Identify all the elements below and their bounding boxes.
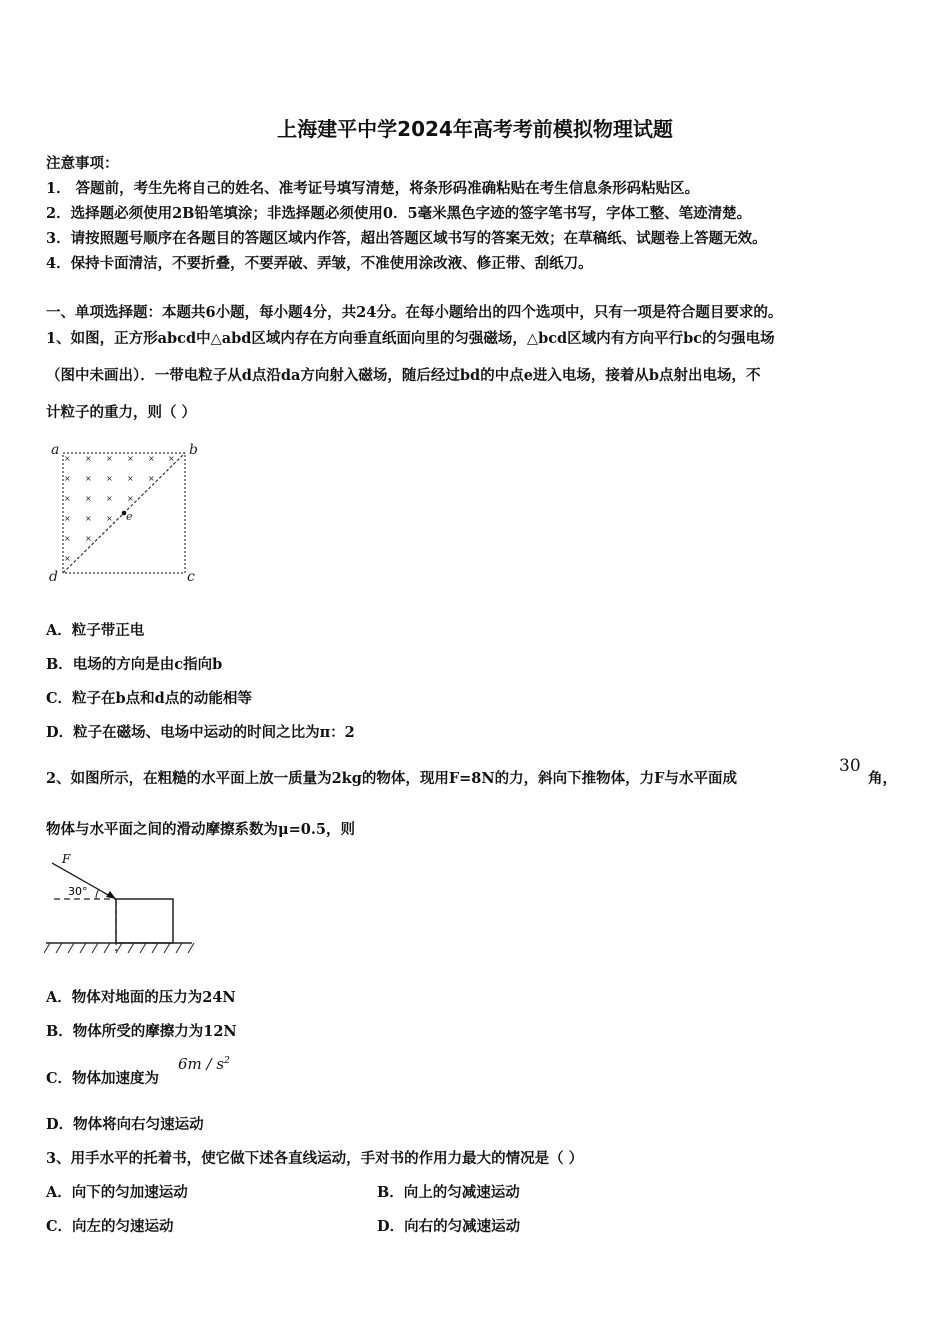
q3-option-a: A．向下的匀加速运动 (46, 1184, 188, 1201)
accel-exponent: 2 (224, 1056, 230, 1066)
label-angle: 30° (68, 885, 88, 898)
q1-stem-line3: 计粒子的重力，则（ ） (46, 404, 197, 421)
q2-accel-value (178, 1055, 230, 1073)
cross-mark: × (85, 514, 92, 523)
q3-option-c: C．向左的匀速运动 (46, 1218, 174, 1235)
cross-mark: × (127, 474, 134, 483)
cross-mark: × (106, 474, 113, 483)
q2-stem-line2: 物体与水平面之间的滑动摩擦系数为μ=0.5，则 (46, 821, 355, 838)
field-crosses (64, 454, 175, 563)
q2-option-b: B．物体所受的摩擦力为12N (46, 1023, 237, 1040)
cross-mark: × (64, 474, 71, 483)
notice-heading: 注意事项： (46, 155, 119, 172)
cross-mark: × (106, 454, 113, 463)
label-a: a (51, 442, 60, 458)
label-d: d (49, 569, 58, 585)
q2-stem-line1: 2、如图所示，在粗糙的水平面上放一质量为2kg的物体，现用F=8N的力，斜向下推物体，力F与水平面成 (46, 770, 737, 787)
cross-mark: × (64, 554, 71, 563)
notice-item: 3．请按照题号顺序在各题目的答题区域内作答，超出答题区域书写的答案无效；在草稿纸、试题卷上答题无效。 (46, 230, 767, 247)
q3-option-b: B．向上的匀减速运动 (377, 1184, 520, 1201)
cross-mark: × (127, 454, 134, 463)
cross-mark: × (85, 474, 92, 483)
q2-option-d: D．物体将向右匀速运动 (46, 1116, 204, 1133)
q1-option-a: A．粒子带正电 (46, 622, 145, 639)
q2-angle-value: 30 (839, 756, 861, 776)
q2-figure (44, 851, 204, 961)
cross-mark: × (85, 454, 92, 463)
q1-stem-line2: （图中未画出）．一带电粒子从d点沿da方向射入磁场，随后经过bd的中点e进入电场，接着从b点射出电场，不 (46, 367, 761, 384)
cross-mark: × (168, 454, 175, 463)
q1-option-d: D．粒子在磁场、电场中运动的时间之比为π：2 (46, 724, 355, 741)
cross-mark: × (127, 494, 134, 503)
label-c: c (187, 569, 195, 585)
page-title: 上海建平中学2024年高考考前模拟物理试题 (277, 117, 673, 141)
cross-mark: × (106, 514, 113, 523)
label-b: b (189, 442, 198, 458)
accel-value: 6m / s (178, 1055, 225, 1073)
cross-mark: × (64, 454, 71, 463)
cross-mark: × (85, 494, 92, 503)
q1-figure (44, 438, 214, 588)
cross-mark: × (106, 494, 113, 503)
notice-item: 2．选择题必须使用2B铅笔填涂；非选择题必须使用0．5毫米黑色字迹的签字笔书写，字体工整、笔迹清楚。 (46, 205, 752, 222)
cross-mark: × (64, 494, 71, 503)
q2-option-a: A．物体对地面的压力为24N (46, 989, 236, 1006)
q1-stem-line1: 1、如图，正方形abcd中△abd区域内存在方向垂直纸面向里的匀强磁场，△bcd区域内有方向平行bc的匀强电场 (46, 330, 775, 347)
label-e: e (126, 510, 133, 523)
cross-mark: × (148, 474, 155, 483)
q3-option-d: D．向右的匀减速运动 (377, 1218, 521, 1235)
cross-mark: × (148, 454, 155, 463)
cross-mark: × (64, 514, 71, 523)
section-heading: 一、单项选择题：本题共6小题，每小题4分，共24分。在每小题给出的四个选项中，只有一项是符合题目要求的。 (46, 304, 783, 321)
cross-mark: × (64, 534, 71, 543)
notice-item: 4．保持卡面清洁，不要折叠，不要弄破、弄皱，不准使用涂改液、修正带、刮纸刀。 (46, 255, 593, 272)
q1-option-c: C．粒子在b点和d点的动能相等 (46, 690, 252, 707)
cross-mark: × (85, 534, 92, 543)
q2-option-c: C．物体加速度为 (46, 1070, 160, 1087)
notice-item: 1． 答题前，考生先将自己的姓名、准考证号填写清楚，将条形码准确粘贴在考生信息条形码粘贴区。 (46, 180, 700, 197)
q2-stem-line1-end: 角， (868, 770, 897, 787)
q1-option-b: B．电场的方向是由c指向b (46, 656, 223, 673)
q3-stem: 3、用手水平的托着书，使它做下述各直线运动，手对书的作用力最大的情况是（ ） (46, 1150, 584, 1167)
label-F: F (62, 852, 71, 866)
